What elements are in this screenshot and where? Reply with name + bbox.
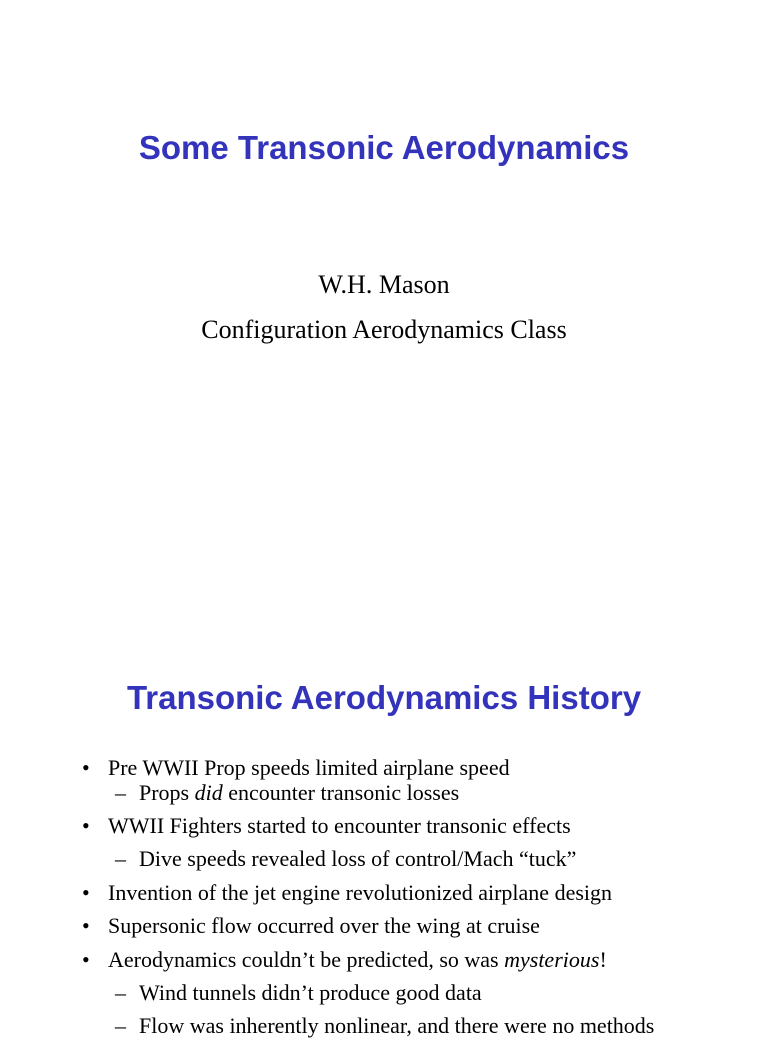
bullet-marker: • <box>82 947 90 972</box>
course-name: Configuration Aerodynamics Class <box>201 315 567 344</box>
bullet-item <box>82 754 510 782</box>
bullet-marker: • <box>82 913 90 938</box>
bullet-text-pre: Props <box>139 780 195 805</box>
bullet-item <box>82 912 540 940</box>
bullet-marker: • <box>82 880 90 905</box>
bullet-text: Dive speeds revealed loss of control/Mach “tuck” <box>139 846 577 871</box>
bullet-text-pre: Aerodynamics couldn’t be predicted, so was <box>108 947 505 972</box>
bullet-text: Invention of the jet engine revolutionized airplane design <box>108 880 613 905</box>
dash-marker: – <box>115 780 126 805</box>
bullet-item <box>82 812 571 840</box>
emphasis-text: mysterious <box>504 947 600 972</box>
bullet-item <box>82 946 607 974</box>
bullet-item <box>82 879 613 907</box>
author-name: W.H. Mason <box>318 270 450 299</box>
slide-title: Some Transonic Aerodynamics <box>138 129 630 166</box>
sub-bullet-item <box>115 779 460 807</box>
bullet-text: Wind tunnels didn’t produce good data <box>139 980 482 1005</box>
dash-marker: – <box>115 980 126 1005</box>
section-title: Transonic Aerodynamics History <box>126 679 642 716</box>
bullet-text-post: encounter transonic losses <box>222 780 460 805</box>
bullet-text: Supersonic flow occurred over the wing at cruise <box>108 913 540 938</box>
sub-bullet-item <box>115 1012 655 1040</box>
bullet-marker: • <box>82 755 90 780</box>
emphasis-text: did <box>194 780 223 805</box>
bullet-text: Flow was inherently nonlinear, and there were no methods <box>139 1013 655 1038</box>
dash-marker: – <box>115 1013 126 1038</box>
bullet-text-post: ! <box>599 947 607 972</box>
bullet-marker: • <box>82 813 90 838</box>
sub-bullet-item <box>115 979 482 1007</box>
sub-bullet-item <box>115 845 577 873</box>
bullet-text: Pre WWII Prop speeds limited airplane speed <box>108 755 510 780</box>
dash-marker: – <box>115 846 126 871</box>
bullet-text: WWII Fighters started to encounter transonic effects <box>108 813 571 838</box>
